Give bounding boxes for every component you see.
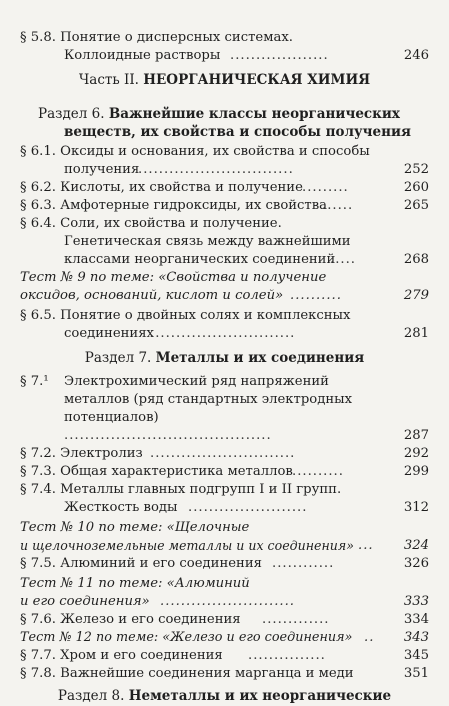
page-number: 333 xyxy=(403,594,429,609)
page-number: 324 xyxy=(403,538,429,553)
toc-entry-text: оксидов, оснований, кислот и солей» xyxy=(20,288,284,303)
toc-entry-text: и щелочноземельные металлы и их соединения» xyxy=(20,538,354,553)
toc-entry-text: § 6.1. Оксиды и основания, их свойства и способы xyxy=(20,144,370,159)
dot-leader: ............................ xyxy=(150,326,296,341)
dot-leader: ............... xyxy=(248,648,326,663)
toc-entry-text: и его соединения» xyxy=(20,594,150,609)
toc-entry-5-8-cont xyxy=(0,46,449,66)
toc-entry-6-4 xyxy=(0,214,449,234)
section-title: Металлы и их соединения xyxy=(155,350,365,366)
section-prefix: Раздел 8. xyxy=(57,688,129,704)
toc-entry-text: получения xyxy=(64,162,140,177)
page-number: 326 xyxy=(403,556,429,571)
toc-entry-text: § 7.7. Хром и его соединения xyxy=(20,648,223,663)
toc-entry-7-6 xyxy=(0,610,449,630)
page-number: 246 xyxy=(403,48,429,63)
dot-leader: .......... xyxy=(290,288,342,303)
dot-leader: ... xyxy=(358,538,374,553)
toc-entry-text: § 6.4. Соли, их свойства и получение. xyxy=(20,216,282,231)
toc-entry-7-1-cont2 xyxy=(0,408,449,428)
part-title: НЕОРГАНИЧЕСКАЯ ХИМИЯ xyxy=(143,72,371,88)
toc-test-9-cont xyxy=(0,286,449,306)
dot-leader: ........................................ xyxy=(64,428,272,443)
section-heading-7 xyxy=(0,348,449,368)
toc-entry-text: § 6.5. Понятие о двойных солях и комплексных xyxy=(20,308,351,323)
dot-leader: ............ xyxy=(272,556,335,571)
toc-entry-text: § 7.2. Электролиз xyxy=(20,446,143,461)
toc-entry-5-8 xyxy=(0,28,449,48)
toc-entry-7-1 xyxy=(0,372,449,392)
dot-leader: ...... xyxy=(322,198,354,213)
toc-test-11 xyxy=(0,574,449,594)
section-heading-8 xyxy=(0,686,449,706)
toc-entry-text: § 6.3. Амфотерные гидроксиды, их свойства xyxy=(20,198,328,213)
toc-entry-text: § 6.2. Кислоты, их свойства и получение xyxy=(20,180,303,195)
dot-leader: ......... xyxy=(302,180,349,195)
section-title: веществ, их свойства и способы получения xyxy=(64,124,411,140)
toc-test-10-cont xyxy=(0,536,449,556)
toc-test-12 xyxy=(0,628,449,648)
toc-entry-text: потенциалов) xyxy=(64,410,159,425)
toc-entry-text: Электрохимический ряд напряжений xyxy=(64,374,329,389)
page-number: 260 xyxy=(403,180,429,195)
toc-entry-6-1 xyxy=(0,142,449,162)
section-heading-6 xyxy=(0,104,449,124)
dot-leader: .......................... xyxy=(160,594,295,609)
page-number: 351 xyxy=(403,666,429,681)
toc-entry-7-1-page xyxy=(0,426,449,446)
toc-entry-text: § 7.3. Общая характеристика металлов xyxy=(20,464,293,479)
toc-entry-6-3 xyxy=(0,196,449,216)
dot-leader: .............................. xyxy=(138,162,294,177)
toc-entry-text: Жесткость воды xyxy=(64,500,178,515)
toc-entry-text: § 7.4. Металлы главных подгрупп I и II групп. xyxy=(20,482,342,497)
toc-entry-7-2 xyxy=(0,444,449,464)
dot-leader: .......... xyxy=(292,464,344,479)
dot-leader: ............. xyxy=(262,612,330,627)
toc-entry-7-4 xyxy=(0,480,449,500)
toc-test-11-cont xyxy=(0,592,449,612)
page-number: 299 xyxy=(403,464,429,479)
toc-entry-6-2 xyxy=(0,178,449,198)
toc-entry-7-1-cont xyxy=(0,390,449,410)
toc-entry-6-5-cont xyxy=(0,324,449,344)
toc-test-10 xyxy=(0,518,449,538)
page-number: 292 xyxy=(403,446,429,461)
toc-entry-text: Тест № 11 по теме: «Алюминий xyxy=(20,576,250,591)
toc-entry-7-3 xyxy=(0,462,449,482)
page-number: 343 xyxy=(403,630,429,645)
dot-leader: ............................ xyxy=(150,446,296,461)
part-prefix: Часть II. xyxy=(78,72,144,88)
dot-leader: ................... xyxy=(230,48,329,63)
toc-entry-6-5 xyxy=(0,306,449,326)
page-number: 345 xyxy=(403,648,429,663)
page-number: 334 xyxy=(403,612,429,627)
toc-entry-text: Тест № 9 по теме: «Свойства и получение xyxy=(20,270,327,285)
toc-entry-7-4-cont xyxy=(0,498,449,518)
toc-entry-text: Тест № 10 по теме: «Щелочные xyxy=(20,520,250,535)
page-number: 252 xyxy=(403,162,429,177)
section-prefix: Раздел 6. xyxy=(38,106,109,122)
toc-entry-number: § 7.¹ xyxy=(20,374,49,389)
toc-entry-7-8 xyxy=(0,664,449,684)
section-prefix: Раздел 7. xyxy=(84,350,156,366)
page-number: 312 xyxy=(403,500,429,515)
page-number: 268 xyxy=(403,252,429,267)
toc-entry-text: классами неорганических соединений xyxy=(64,252,336,267)
section-heading-6-cont xyxy=(0,122,449,142)
toc-entry-text: соединениях xyxy=(64,326,154,341)
toc-entry-text: Коллоидные растворы xyxy=(64,48,221,63)
toc-entry-text: § 7.5. Алюминий и его соединения xyxy=(20,556,262,571)
toc-entry-text: § 5.8. Понятие о дисперсных системах. xyxy=(20,30,293,45)
part-heading xyxy=(0,70,449,90)
toc-entry-text: § 7.6. Железо и его соединения xyxy=(20,612,241,627)
toc-test-9 xyxy=(0,268,449,288)
page-number: 281 xyxy=(403,326,429,341)
toc-entry-text: металлов (ряд стандартных электродных xyxy=(64,392,353,407)
section-title: Неметаллы и их неорганические xyxy=(128,688,392,704)
toc-entry-7-5 xyxy=(0,554,449,574)
page-number: 287 xyxy=(403,428,429,443)
page-number: 265 xyxy=(403,198,429,213)
dot-leader: ....................... xyxy=(188,500,308,515)
dot-leader: ..... xyxy=(330,252,356,267)
toc-entry-6-4-cont xyxy=(0,232,449,252)
dot-leader: .. xyxy=(364,630,375,645)
toc-entry-6-4-cont2 xyxy=(0,250,449,270)
section-title: Важнейшие классы неорганических xyxy=(108,106,400,122)
toc-entry-text: Генетическая связь между важнейшими xyxy=(64,234,351,249)
page-number: 279 xyxy=(403,288,429,303)
toc-entry-6-1-cont xyxy=(0,160,449,180)
toc-entry-7-7 xyxy=(0,646,449,666)
toc-entry-text: Тест № 12 по теме: «Железо и его соединения» xyxy=(20,630,353,645)
toc-entry-text: § 7.8. Важнейшие соединения марганца и меди xyxy=(20,666,354,681)
